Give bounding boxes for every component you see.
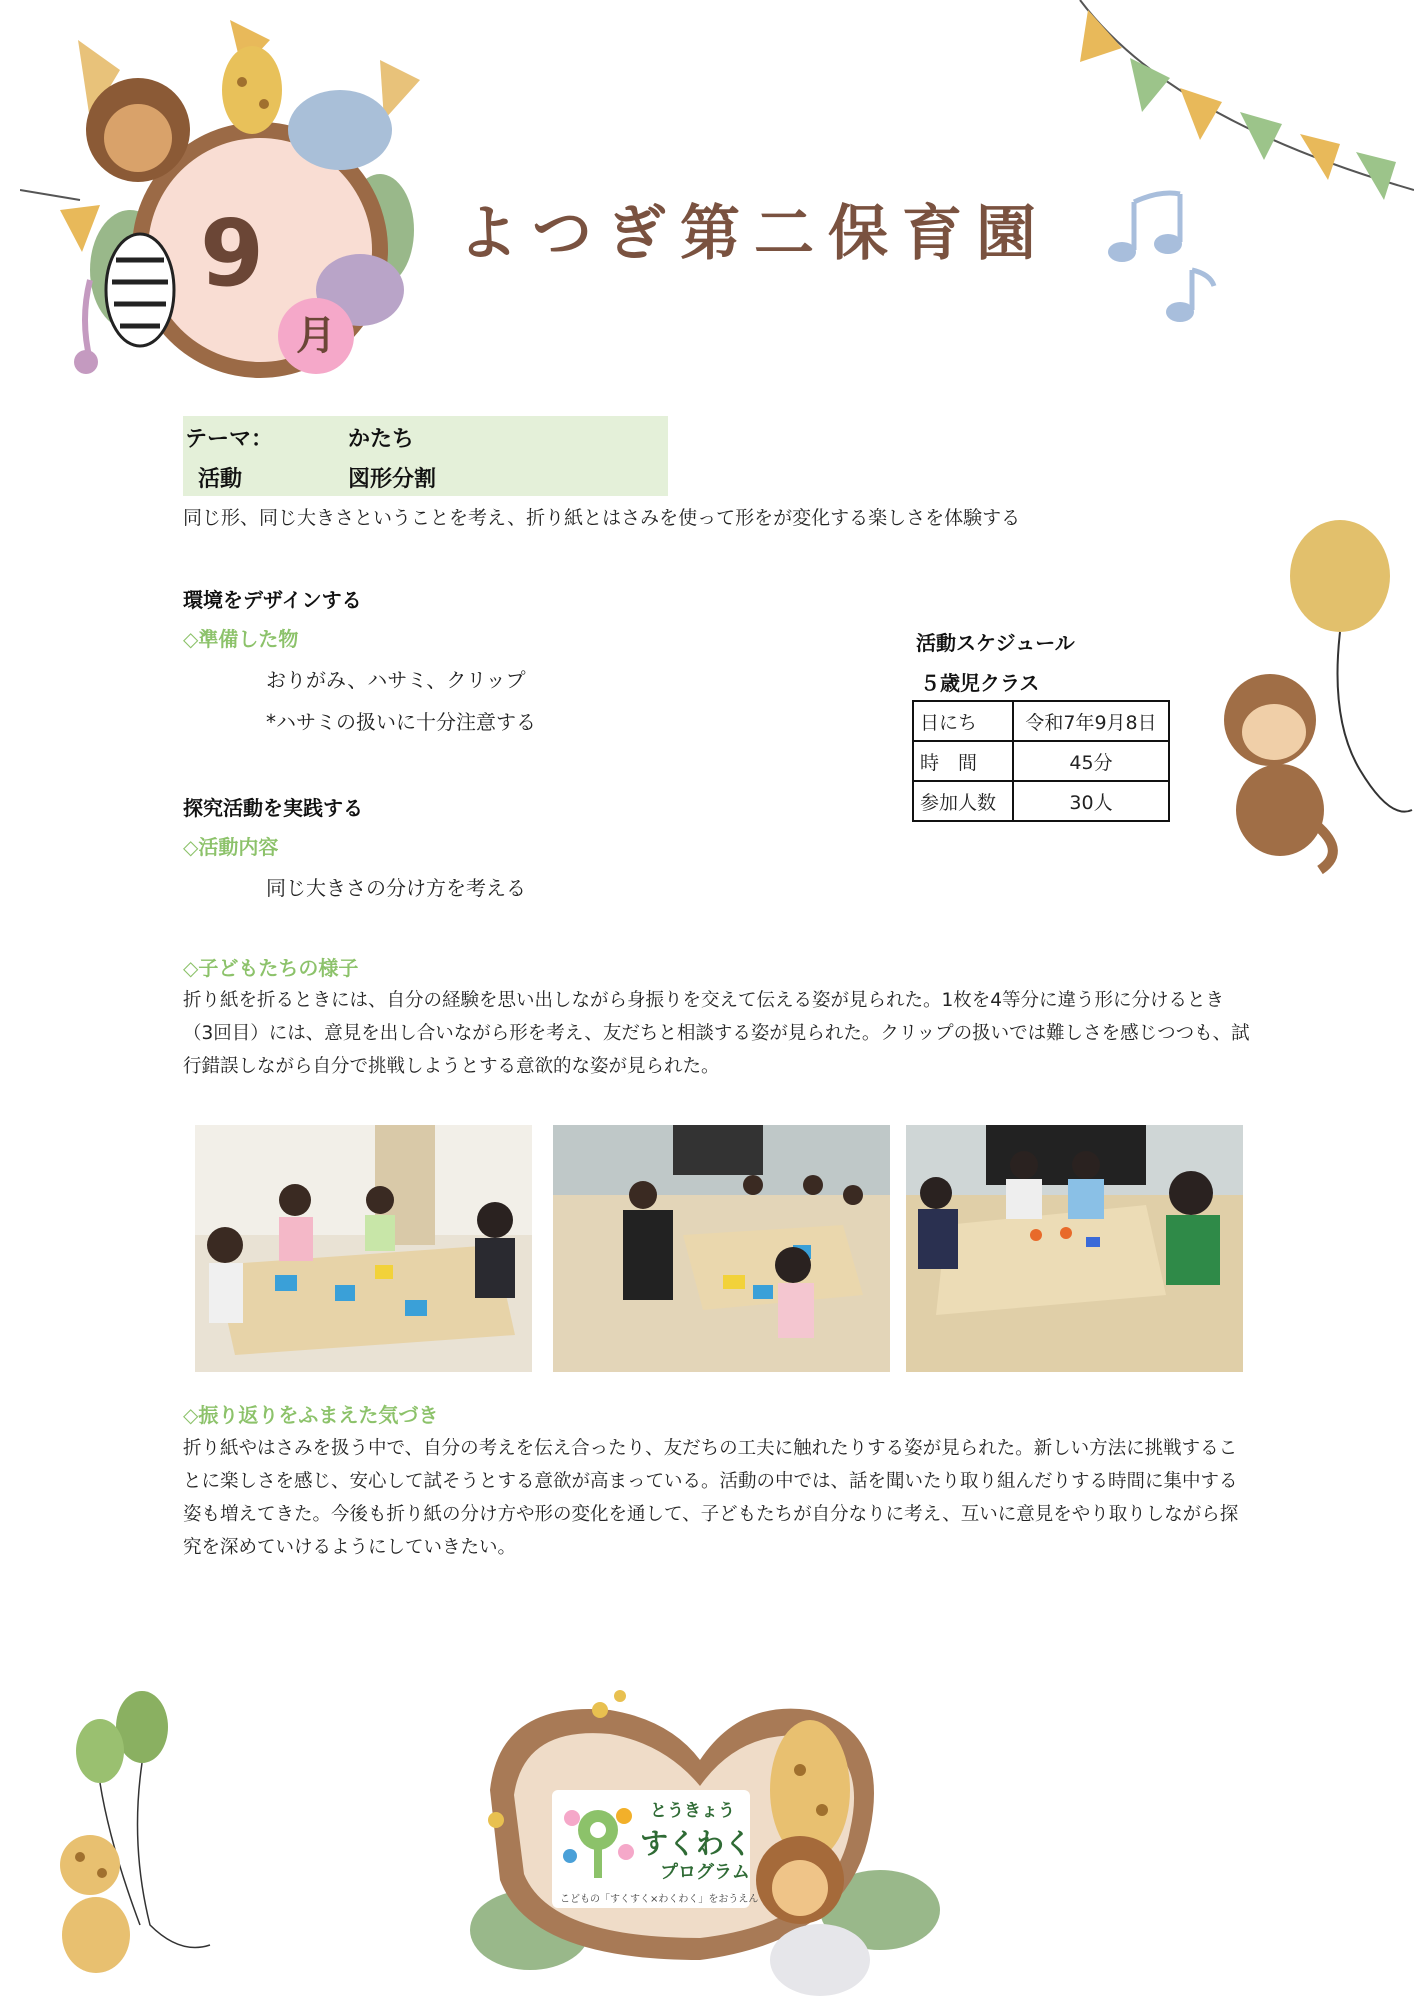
schedule-row-time bbox=[913, 741, 1169, 781]
prepared-items: おりがみ、ハサミ、クリップ bbox=[266, 668, 526, 692]
logo-line-2: すくわく bbox=[640, 1827, 753, 1860]
logo-tagline: こどもの「すくすく×わくわく」をおうえん bbox=[560, 1894, 759, 1905]
giraffe-balloons-decoration bbox=[30, 1685, 220, 1975]
tree-logo-icon bbox=[556, 1800, 640, 1884]
reflection-paragraph: 折り紙やはさみを扱う中で、自分の考えを伝え合ったり、友だちの工夫に触れたりする姿が見られた。新しい方法に挑戦することに楽しさを感じ、安心して試そうとする意欲が高まっている。活動の中では、話を聞いたり取り組んだりする時間に集中する姿も増えてきた。今後も折り紙の分け方や形の変化を通して、子どもたちが自分なりに考え、互いに意見をやり取りしながら探究を深めていけるようにしていきたい。 bbox=[183, 1438, 1239, 1558]
activity-value: 図形分割 bbox=[348, 467, 437, 492]
activity-label: 活動 bbox=[198, 467, 243, 492]
children-paragraph: 折り紙を折るときには、自分の経験を思い出しながら身振りを交えて伝える姿が見られた。1枚を4等分に違う形に分けるとき（3回目）には、意見を出し合いながら形を考え、友だちと相談する姿が見られた。クリップの扱いでは難しさを感じつつも、試行錯誤しながら自分で挑戦しようとする意欲的な姿が見られた。 bbox=[183, 990, 1250, 1077]
schedule-title: 活動スケジュール bbox=[916, 631, 1075, 655]
logo-line-1: とうきょう bbox=[650, 1801, 735, 1821]
activity-content: 同じ大きさの分け方を考える bbox=[266, 876, 526, 900]
activity-photo-3 bbox=[906, 1125, 1243, 1372]
class-name: ５歳児クラス bbox=[920, 671, 1040, 695]
month-badge: 月 bbox=[278, 298, 354, 374]
theme-value: かたち bbox=[348, 427, 415, 452]
reflection-heading: ◇振り返りをふまえた気づき bbox=[183, 1403, 439, 1427]
scissors-note: *ハサミの扱いに十分注意する bbox=[266, 710, 536, 734]
schedule-row-participants bbox=[913, 781, 1169, 821]
prepared-items-heading: ◇準備した物 bbox=[183, 627, 299, 651]
school-name: よつぎ第二保育園 bbox=[458, 199, 1050, 269]
schedule-date-value: 令和7年9月8日 bbox=[1013, 701, 1169, 741]
schedule-table bbox=[912, 700, 1170, 822]
music-notes-decoration bbox=[1100, 190, 1250, 330]
theme-label: テーマ： bbox=[185, 427, 274, 452]
activity-content-heading: ◇活動内容 bbox=[183, 835, 279, 859]
month-number: 9 bbox=[200, 200, 265, 307]
monkey-balloon-decoration bbox=[1200, 520, 1414, 880]
inquiry-heading: 探究活動を実践する bbox=[183, 796, 363, 820]
schedule-row-date bbox=[913, 701, 1169, 741]
schedule-time-label: 時 間 bbox=[913, 741, 1013, 781]
environment-heading: 環境をデザインする bbox=[183, 588, 362, 612]
children-heading: ◇子どもたちの様子 bbox=[183, 956, 359, 980]
schedule-time-value: 45分 bbox=[1013, 741, 1169, 781]
schedule-participants-value: 30人 bbox=[1013, 781, 1169, 821]
activity-photo-1 bbox=[195, 1125, 532, 1372]
schedule-participants-label: 参加人数 bbox=[913, 781, 1013, 821]
theme-description: 同じ形、同じ大きさということを考え、折り紙とはさみを使って形をが変化する楽しさを体験する bbox=[183, 507, 1021, 529]
activity-photo-2 bbox=[553, 1125, 890, 1372]
schedule-date-label: 日にち bbox=[913, 701, 1013, 741]
logo-line-3: プログラム bbox=[660, 1862, 750, 1883]
